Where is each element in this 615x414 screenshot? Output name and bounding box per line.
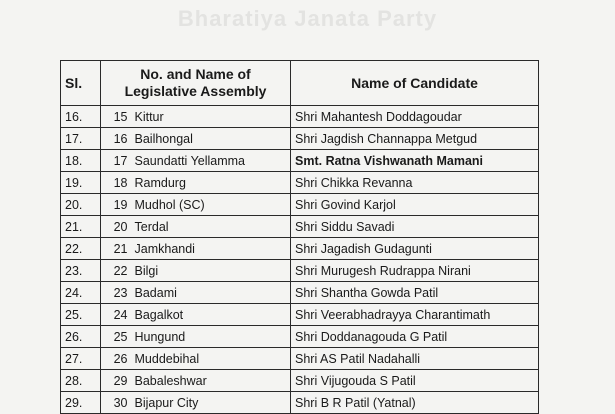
row-candidate: Shri Siddu Savadi bbox=[291, 216, 539, 238]
table-row bbox=[61, 238, 539, 260]
row-sl: 25. bbox=[61, 304, 101, 326]
table-row bbox=[61, 106, 539, 128]
row-constituency: Terdal bbox=[131, 216, 291, 238]
header-assembly bbox=[101, 61, 291, 106]
row-number: 18 bbox=[101, 172, 131, 194]
row-sl: 26. bbox=[61, 326, 101, 348]
table-row bbox=[61, 370, 539, 392]
row-constituency: Muddebihal bbox=[131, 348, 291, 370]
row-candidate: Shri Murugesh Rudrappa Nirani bbox=[291, 260, 539, 282]
table-row bbox=[61, 326, 539, 348]
row-constituency: Mudhol (SC) bbox=[131, 194, 291, 216]
row-constituency: Hungund bbox=[131, 326, 291, 348]
row-sl: 23. bbox=[61, 260, 101, 282]
row-number: 25 bbox=[101, 326, 131, 348]
table-row bbox=[61, 172, 539, 194]
row-number: 19 bbox=[101, 194, 131, 216]
row-sl: 24. bbox=[61, 282, 101, 304]
row-sl: 18. bbox=[61, 150, 101, 172]
row-constituency: Babaleshwar bbox=[131, 370, 291, 392]
header-sl: Sl. bbox=[61, 61, 101, 106]
row-number: 26 bbox=[101, 348, 131, 370]
row-constituency: Bijapur City bbox=[131, 392, 291, 414]
row-number: 30 bbox=[101, 392, 131, 414]
table-row bbox=[61, 392, 539, 414]
row-sl: 20. bbox=[61, 194, 101, 216]
table-row bbox=[61, 150, 539, 172]
table-row bbox=[61, 128, 539, 150]
table-header-row bbox=[61, 61, 539, 106]
row-number: 24 bbox=[101, 304, 131, 326]
row-number: 22 bbox=[101, 260, 131, 282]
table-row bbox=[61, 216, 539, 238]
table-row bbox=[61, 282, 539, 304]
candidate-table bbox=[60, 60, 539, 414]
row-sl: 27. bbox=[61, 348, 101, 370]
row-candidate: Shri AS Patil Nadahalli bbox=[291, 348, 539, 370]
row-sl: 16. bbox=[61, 106, 101, 128]
row-number: 17 bbox=[101, 150, 131, 172]
row-candidate: Shri Govind Karjol bbox=[291, 194, 539, 216]
row-sl: 19. bbox=[61, 172, 101, 194]
row-candidate: Shri Veerabhadrayya Charantimath bbox=[291, 304, 539, 326]
row-number: 23 bbox=[101, 282, 131, 304]
row-constituency: Badami bbox=[131, 282, 291, 304]
row-candidate: Shri Chikka Revanna bbox=[291, 172, 539, 194]
row-sl: 28. bbox=[61, 370, 101, 392]
table-row bbox=[61, 304, 539, 326]
row-candidate: Shri Shantha Gowda Patil bbox=[291, 282, 539, 304]
row-number: 16 bbox=[101, 128, 131, 150]
header-assembly-line1: No. and Name of bbox=[140, 66, 251, 82]
row-candidate: Shri Mahantesh Doddagoudar bbox=[291, 106, 539, 128]
row-candidate: Shri Jagadish Gudagunti bbox=[291, 238, 539, 260]
row-number: 15 bbox=[101, 106, 131, 128]
row-constituency: Bilgi bbox=[131, 260, 291, 282]
row-candidate: Shri Doddanagouda G Patil bbox=[291, 326, 539, 348]
table-row bbox=[61, 194, 539, 216]
table-row bbox=[61, 348, 539, 370]
row-number: 21 bbox=[101, 238, 131, 260]
row-candidate: Shri Vijugouda S Patil bbox=[291, 370, 539, 392]
header-candidate: Name of Candidate bbox=[291, 61, 539, 106]
row-number: 29 bbox=[101, 370, 131, 392]
watermark-text: Bharatiya Janata Party bbox=[177, 6, 438, 31]
row-sl: 17. bbox=[61, 128, 101, 150]
row-number: 20 bbox=[101, 216, 131, 238]
table-row bbox=[61, 260, 539, 282]
row-constituency: Bagalkot bbox=[131, 304, 291, 326]
row-candidate: Smt. Ratna Vishwanath Mamani bbox=[291, 150, 539, 172]
row-constituency: Saundatti Yellamma bbox=[131, 150, 291, 172]
row-sl: 22. bbox=[61, 238, 101, 260]
row-constituency: Ramdurg bbox=[131, 172, 291, 194]
row-constituency: Jamkhandi bbox=[131, 238, 291, 260]
header-assembly-line2: Legislative Assembly bbox=[124, 83, 267, 99]
row-sl: 29. bbox=[61, 392, 101, 414]
row-constituency: Kittur bbox=[131, 106, 291, 128]
row-sl: 21. bbox=[61, 216, 101, 238]
row-constituency: Bailhongal bbox=[131, 128, 291, 150]
row-candidate: Shri B R Patil (Yatnal) bbox=[291, 392, 539, 414]
row-candidate: Shri Jagdish Channappa Metgud bbox=[291, 128, 539, 150]
